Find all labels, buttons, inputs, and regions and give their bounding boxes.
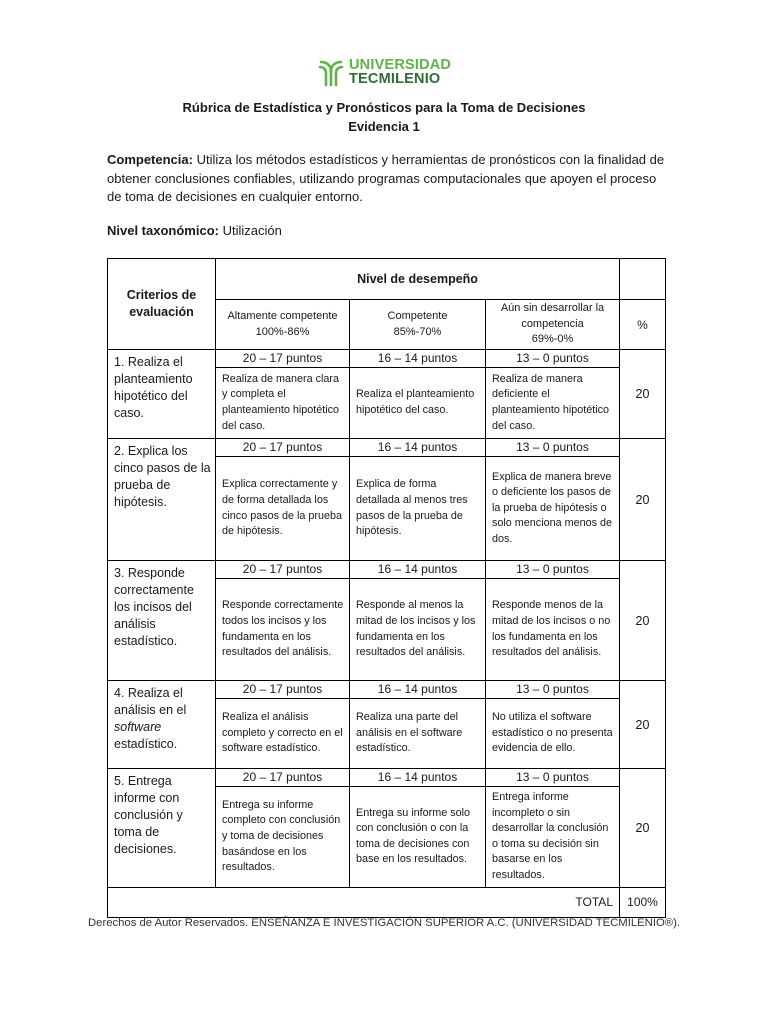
total-label: TOTAL [108,887,620,917]
points-range-cell: 20 – 17 puntos [216,681,350,699]
description-cell: Realiza el análisis completo y correcto en el software estadístico. [216,699,350,769]
criterion-cell: 1. Realiza el planteamiento hipotético del caso. [108,350,216,439]
points-range-cell: 13 – 0 puntos [486,350,620,368]
competencia-text: Utiliza los métodos estadísticos y herramientas de pronósticos con la finalidad de obtener conclusiones confiables, utilizando programas computacionales que apoyen el proceso de toma de decisiones en cualquier entorno. [107,152,665,204]
weight-cell: 20 [620,681,666,769]
level-competente: Competente 85%-70% [350,300,486,350]
criterion-points-row [108,350,666,368]
document-title: Rúbrica de Estadística y Pronósticos para la Toma de Decisiones [182,100,586,115]
description-cell: No utiliza el software estadístico o no presenta evidencia de ello. [486,699,620,769]
copyright-footer: Derechos de Autor Reservados. ENSEÑANZA E INVESTIGACIÓN SUPERIOR A.C. (UNIVERSIDAD TECMILENIO®). [88,917,680,929]
tecmilenio-leaf-icon [318,57,344,87]
description-cell: Realiza de manera deficiente el planteamiento hipotético del caso. [486,368,620,439]
logo-line-2: TECMILENIO [349,71,441,87]
criterion-cell: 5. Entrega informe con conclusión y toma de decisiones. [108,769,216,888]
description-cell: Entrega su informe completo con conclusión y toma de decisiones basándose en los resultados. [216,787,350,888]
percent-header-spacer [620,259,666,300]
points-range-cell: 16 – 14 puntos [350,769,486,787]
criterion-points-row [108,439,666,457]
logo-line-1: UNIVERSIDAD [349,57,452,73]
criterion-cell: 2. Explica los cinco pasos de la prueba de hipótesis. [108,439,216,561]
description-cell: Explica de forma detallada al menos tres pasos de la prueba de hipótesis. [350,457,486,561]
weight-cell: 20 [620,769,666,888]
table-header-row-1 [108,259,666,300]
points-range-cell: 13 – 0 puntos [486,769,620,787]
description-cell: Entrega su informe solo con conclusión o con la toma de decisiones con base en los resultados. [350,787,486,888]
total-value: 100% [620,887,666,917]
points-range-cell: 20 – 17 puntos [216,350,350,368]
description-cell: Responde menos de la mitad de los incisos o no los fundamenta en los resultados del análisis. [486,579,620,681]
points-range-cell: 20 – 17 puntos [216,769,350,787]
percent-header: % [620,300,666,350]
criterion-points-row [108,769,666,787]
weight-cell: 20 [620,561,666,681]
points-range-cell: 16 – 14 puntos [350,350,486,368]
competencia-paragraph [107,151,667,207]
description-cell: Responde correctamente todos los incisos y los fundamenta en los resultados del análisis. [216,579,350,681]
weight-cell: 20 [620,350,666,439]
description-cell: Realiza una parte del análisis en el software estadístico. [350,699,486,769]
nivel-taxonomico-label: Nivel taxonómico: [107,223,219,238]
criterion-cell: 3. Responde correctamente los incisos del análisis estadístico. [108,561,216,681]
points-range-cell: 20 – 17 puntos [216,439,350,457]
nivel-taxonomico-paragraph [107,222,667,241]
points-range-cell: 13 – 0 puntos [486,561,620,579]
level-sin-desarrollar: Aún sin desarrollar la competencia 69%-0% [486,300,620,350]
weight-cell: 20 [620,439,666,561]
criterion-points-row [108,681,666,699]
points-range-cell: 13 – 0 puntos [486,681,620,699]
points-range-cell: 20 – 17 puntos [216,561,350,579]
points-range-cell: 16 – 14 puntos [350,561,486,579]
points-range-cell: 16 – 14 puntos [350,681,486,699]
nivel-taxonomico-value: Utilización [222,223,282,238]
points-range-cell: 13 – 0 puntos [486,439,620,457]
description-cell: Explica correctamente y de forma detallada los cinco pasos de la prueba de hipótesis. [216,457,350,561]
university-logo [318,57,451,87]
points-range-cell: 16 – 14 puntos [350,439,486,457]
description-cell: Explica de manera breve o deficiente los pasos de la prueba de hipótesis o solo menciona menos de dos. [486,457,620,561]
competencia-label: Competencia: [107,152,193,167]
level-header: Nivel de desempeño [216,259,620,300]
level-altamente-competente: Altamente competente 100%-86% [216,300,350,350]
criteria-header: Criterios de evaluación [108,259,216,350]
rubric-table [107,258,666,918]
description-cell: Realiza de manera clara y completa el planteamiento hipotético del caso. [216,368,350,439]
criterion-points-row [108,561,666,579]
criterion-cell: 4. Realiza el análisis en el software estadístico. [108,681,216,769]
description-cell: Entrega informe incompleto o sin desarrollar la conclusión o toma su decisión sin basarse en los resultados. [486,787,620,888]
description-cell: Responde al menos la mitad de los incisos y los fundamenta en los resultados del análisis. [350,579,486,681]
total-row [108,887,666,917]
description-cell: Realiza el planteamiento hipotético del caso. [350,368,486,439]
document-subtitle: Evidencia 1 [348,119,420,134]
